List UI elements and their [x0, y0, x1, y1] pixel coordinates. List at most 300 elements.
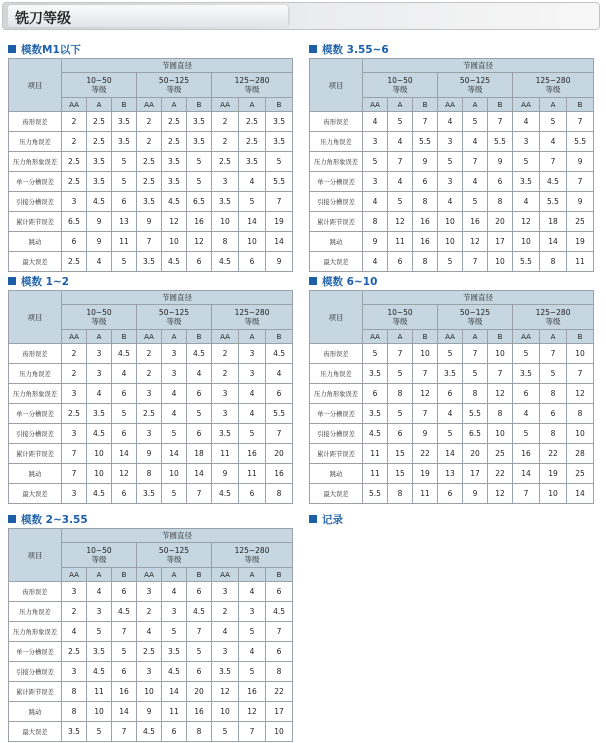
row-label: 压力角形象误差 [9, 622, 62, 642]
value-cell: 10 [567, 424, 594, 444]
value-cell: 14 [162, 682, 187, 702]
header-row-title [9, 291, 293, 305]
grade-header: B [266, 330, 293, 344]
value-cell: 4.5 [87, 192, 112, 212]
notes-title: 记录 [322, 513, 343, 526]
grade-header: A [540, 330, 567, 344]
value-cell: 7 [266, 192, 293, 212]
value-cell: 10 [162, 464, 187, 484]
value-cell: 10 [488, 252, 513, 272]
range-header [212, 305, 293, 330]
value-cell: 6 [266, 582, 293, 602]
value-cell: 19 [540, 464, 567, 484]
value-cell: 4.5 [112, 602, 137, 622]
value-cell: 9 [87, 232, 112, 252]
value-cell: 12 [162, 212, 187, 232]
value-cell: 2 [137, 132, 162, 152]
value-cell: 5 [463, 364, 488, 384]
table-row [9, 682, 293, 702]
grade-header: A [388, 330, 413, 344]
notes-heading [309, 510, 593, 528]
value-cell: 7 [187, 484, 212, 504]
value-cell: 6 [388, 252, 413, 272]
section-heading [8, 40, 292, 58]
range-header [513, 73, 594, 98]
row-label: 单一分槽误差 [310, 404, 363, 424]
row-label: 跳动 [9, 702, 62, 722]
value-cell: 6 [112, 582, 137, 602]
value-cell: 4.5 [137, 722, 162, 742]
table-row [310, 484, 594, 504]
pitch-diameter-header: 节圆直径 [62, 291, 293, 305]
value-cell: 4.5 [87, 484, 112, 504]
value-cell: 15 [388, 444, 413, 464]
value-cell: 5 [239, 622, 266, 642]
range-header [363, 305, 438, 330]
row-label: 跳动 [310, 232, 363, 252]
value-cell: 3.5 [137, 484, 162, 504]
value-cell: 13 [438, 464, 463, 484]
value-cell: 5 [438, 344, 463, 364]
table-row [9, 484, 293, 504]
range-header [137, 73, 212, 98]
row-label: 压力角误差 [9, 602, 62, 622]
grade-header: A [239, 330, 266, 344]
row-label: 齿形误差 [310, 344, 363, 364]
value-cell: 5 [438, 424, 463, 444]
value-cell: 4 [87, 582, 112, 602]
range-header [363, 73, 438, 98]
value-cell: 12 [513, 212, 540, 232]
value-cell: 16 [463, 212, 488, 232]
table-row [310, 112, 594, 132]
value-cell: 5 [112, 252, 137, 272]
value-cell: 5 [388, 192, 413, 212]
value-cell: 20 [463, 444, 488, 464]
value-cell: 2.5 [137, 404, 162, 424]
value-cell: 8 [540, 384, 567, 404]
value-cell: 3 [239, 364, 266, 384]
value-cell: 8 [463, 384, 488, 404]
grade-header: B [413, 98, 438, 112]
page-title: 铣刀等级 [15, 11, 71, 27]
value-cell: 6 [112, 384, 137, 404]
value-cell: 6 [266, 642, 293, 662]
value-cell: 5 [540, 112, 567, 132]
value-cell: 5 [438, 152, 463, 172]
range-header [438, 305, 513, 330]
grade-word: 等级 [166, 317, 182, 326]
value-cell: 3.5 [212, 192, 239, 212]
value-cell: 5 [162, 424, 187, 444]
value-cell: 9 [567, 192, 594, 212]
value-cell: 6 [112, 484, 137, 504]
grade-header: A [162, 330, 187, 344]
value-cell: 4 [266, 364, 293, 384]
value-cell: 10 [87, 444, 112, 464]
value-cell: 9 [87, 212, 112, 232]
row-label: 最大误差 [310, 252, 363, 272]
section-heading [309, 40, 593, 58]
row-label: 齿形误差 [310, 112, 363, 132]
value-cell: 4.5 [87, 662, 112, 682]
section-module-1-2 [8, 272, 292, 504]
value-cell: 3 [438, 132, 463, 152]
range-label: 10~50 [86, 76, 112, 85]
table-row [9, 602, 293, 622]
value-cell: 3.5 [513, 364, 540, 384]
value-cell: 5.5 [363, 484, 388, 504]
table-row [9, 722, 293, 742]
value-cell: 4 [438, 404, 463, 424]
section-title: 模数 2~3.55 [21, 513, 88, 526]
row-label: 累计距节误差 [9, 444, 62, 464]
value-cell: 3.5 [87, 404, 112, 424]
value-cell: 5 [513, 344, 540, 364]
value-cell: 10 [87, 702, 112, 722]
value-cell: 4 [463, 172, 488, 192]
value-cell: 14 [266, 232, 293, 252]
value-cell: 4 [62, 622, 87, 642]
value-cell: 6 [112, 192, 137, 212]
header-row-title [9, 59, 293, 73]
value-cell: 15 [388, 464, 413, 484]
value-cell: 10 [87, 464, 112, 484]
table-row [9, 192, 293, 212]
value-cell: 6 [187, 582, 212, 602]
value-cell: 5 [87, 722, 112, 742]
range-label: 125~280 [234, 308, 270, 317]
value-cell: 2.5 [239, 112, 266, 132]
table-row [310, 464, 594, 484]
grade-header: A [162, 568, 187, 582]
value-cell: 5 [540, 364, 567, 384]
value-cell: 11 [363, 464, 388, 484]
pitch-diameter-header: 节圆直径 [62, 529, 293, 543]
value-cell: 2.5 [239, 132, 266, 152]
value-cell: 4 [513, 112, 540, 132]
value-cell: 5 [212, 722, 239, 742]
value-cell: 2.5 [62, 404, 87, 424]
item-header: 项目 [310, 291, 363, 344]
value-cell: 9 [413, 152, 438, 172]
range-header [137, 543, 212, 568]
value-cell: 12 [239, 702, 266, 722]
value-cell: 8 [540, 252, 567, 272]
table-row [9, 622, 293, 642]
value-cell: 7 [513, 484, 540, 504]
grade-table [309, 290, 594, 504]
grade-header: AA [212, 98, 239, 112]
value-cell: 3.5 [87, 642, 112, 662]
grade-word: 等级 [392, 85, 408, 94]
value-cell: 6 [540, 404, 567, 424]
value-cell: 7 [388, 344, 413, 364]
value-cell: 3.5 [212, 662, 239, 682]
value-cell: 4 [239, 172, 266, 192]
section-title: 模数 3.55~6 [322, 43, 389, 56]
range-header [62, 543, 137, 568]
value-cell: 2.5 [162, 112, 187, 132]
grade-header: B [187, 568, 212, 582]
grade-table [8, 58, 293, 272]
grade-header: B [112, 330, 137, 344]
value-cell: 3 [239, 602, 266, 622]
value-cell: 3 [212, 582, 239, 602]
value-cell: 8 [363, 212, 388, 232]
value-cell: 8 [413, 192, 438, 212]
value-cell: 7 [266, 622, 293, 642]
grade-table [8, 290, 293, 504]
value-cell: 4 [513, 404, 540, 424]
value-cell: 5.5 [488, 132, 513, 152]
grade-header: A [87, 98, 112, 112]
value-cell: 16 [266, 464, 293, 484]
grade-header: B [488, 98, 513, 112]
value-cell: 4 [162, 384, 187, 404]
value-cell: 18 [540, 212, 567, 232]
value-cell: 16 [413, 232, 438, 252]
grade-header: A [463, 98, 488, 112]
value-cell: 5.5 [266, 172, 293, 192]
value-cell: 2 [62, 602, 87, 622]
value-cell: 5 [112, 642, 137, 662]
value-cell: 5 [463, 192, 488, 212]
grade-word: 等级 [91, 555, 107, 564]
row-label: 引接分槽误差 [9, 192, 62, 212]
row-label: 最大误差 [310, 484, 363, 504]
value-cell: 5 [388, 364, 413, 384]
row-label: 累计距节误差 [310, 444, 363, 464]
grade-word: 等级 [545, 85, 561, 94]
value-cell: 20 [266, 444, 293, 464]
value-cell: 3.5 [363, 364, 388, 384]
value-cell: 14 [187, 464, 212, 484]
square-bullet-icon [309, 277, 317, 285]
value-cell: 7 [463, 152, 488, 172]
grade-header: B [488, 330, 513, 344]
value-cell: 14 [540, 232, 567, 252]
header-row-title [310, 59, 594, 73]
value-cell: 8 [388, 484, 413, 504]
section-module-2-3-55 [8, 510, 292, 742]
value-cell: 3 [62, 192, 87, 212]
row-label: 引接分槽误差 [310, 424, 363, 444]
row-label: 累计距节误差 [9, 682, 62, 702]
value-cell: 4.5 [112, 344, 137, 364]
value-cell: 7 [137, 232, 162, 252]
value-cell: 10 [266, 722, 293, 742]
value-cell: 3.5 [513, 172, 540, 192]
range-label: 50~125 [459, 76, 491, 85]
value-cell: 9 [137, 444, 162, 464]
item-header: 项目 [9, 59, 62, 112]
grade-word: 等级 [91, 85, 107, 94]
grade-header: B [413, 330, 438, 344]
grade-header: AA [137, 568, 162, 582]
value-cell: 19 [266, 212, 293, 232]
value-cell: 6 [266, 384, 293, 404]
value-cell: 7 [112, 722, 137, 742]
value-cell: 3.5 [112, 112, 137, 132]
value-cell: 9 [137, 212, 162, 232]
value-cell: 3.5 [137, 192, 162, 212]
value-cell: 7 [488, 364, 513, 384]
value-cell: 2.5 [137, 172, 162, 192]
value-cell: 3.5 [162, 642, 187, 662]
row-label: 引接分槽误差 [9, 424, 62, 444]
value-cell: 2.5 [212, 152, 239, 172]
value-cell: 4.5 [162, 662, 187, 682]
grade-header: AA [62, 330, 87, 344]
value-cell: 3 [62, 384, 87, 404]
table-row [9, 582, 293, 602]
value-cell: 7 [567, 172, 594, 192]
table-row [310, 404, 594, 424]
value-cell: 2 [212, 344, 239, 364]
value-cell: 6 [363, 384, 388, 404]
row-label: 单一分槽误差 [9, 172, 62, 192]
value-cell: 7 [62, 464, 87, 484]
value-cell: 4 [112, 364, 137, 384]
row-label: 单一分槽误差 [9, 404, 62, 424]
value-cell: 5 [162, 484, 187, 504]
value-cell: 25 [567, 464, 594, 484]
value-cell: 22 [266, 682, 293, 702]
value-cell: 11 [212, 444, 239, 464]
value-cell: 6 [187, 662, 212, 682]
value-cell: 16 [239, 682, 266, 702]
section-title: 模数M1以下 [21, 43, 81, 56]
value-cell: 4 [162, 404, 187, 424]
row-label: 单一分槽误差 [310, 172, 363, 192]
value-cell: 6 [162, 722, 187, 742]
value-cell: 4.5 [266, 602, 293, 622]
table-row [9, 702, 293, 722]
value-cell: 3 [212, 404, 239, 424]
section-notes [309, 510, 593, 528]
value-cell: 8 [388, 384, 413, 404]
row-label: 累计距节误差 [310, 212, 363, 232]
table-row [310, 232, 594, 252]
value-cell: 6 [112, 662, 137, 682]
grade-word: 等级 [467, 317, 483, 326]
value-cell: 4.5 [212, 252, 239, 272]
table-row [310, 152, 594, 172]
grade-header: B [187, 98, 212, 112]
value-cell: 11 [388, 232, 413, 252]
value-cell: 4 [239, 642, 266, 662]
value-cell: 3 [438, 172, 463, 192]
value-cell: 10 [567, 344, 594, 364]
grade-header: AA [62, 568, 87, 582]
value-cell: 19 [413, 464, 438, 484]
value-cell: 2 [62, 364, 87, 384]
value-cell: 7 [413, 364, 438, 384]
value-cell: 4 [513, 192, 540, 212]
header-row-title [310, 291, 594, 305]
value-cell: 4 [363, 192, 388, 212]
value-cell: 6 [413, 172, 438, 192]
value-cell: 9 [488, 152, 513, 172]
value-cell: 14 [239, 212, 266, 232]
value-cell: 7 [112, 622, 137, 642]
value-cell: 19 [567, 232, 594, 252]
value-cell: 5 [463, 112, 488, 132]
value-cell: 2.5 [62, 172, 87, 192]
value-cell: 3.5 [87, 172, 112, 192]
grade-word: 等级 [166, 85, 182, 94]
table-row [310, 384, 594, 404]
row-label: 压力角误差 [310, 364, 363, 384]
value-cell: 3 [363, 172, 388, 192]
value-cell: 3.5 [212, 424, 239, 444]
title-bar [2, 2, 600, 30]
table-row [9, 444, 293, 464]
range-label: 50~125 [158, 546, 190, 555]
value-cell: 6 [388, 424, 413, 444]
value-cell: 8 [212, 232, 239, 252]
table-row [310, 172, 594, 192]
value-cell: 18 [187, 444, 212, 464]
value-cell: 7 [413, 112, 438, 132]
value-cell: 3.5 [438, 364, 463, 384]
grade-header: A [239, 98, 266, 112]
value-cell: 22 [540, 444, 567, 464]
range-label: 125~280 [535, 76, 571, 85]
table-row [310, 364, 594, 384]
value-cell: 5 [239, 662, 266, 682]
value-cell: 3 [162, 344, 187, 364]
value-cell: 2 [137, 344, 162, 364]
value-cell: 5 [162, 622, 187, 642]
value-cell: 4.5 [212, 484, 239, 504]
value-cell: 12 [388, 212, 413, 232]
row-label: 引接分槽误差 [9, 662, 62, 682]
value-cell: 14 [567, 484, 594, 504]
value-cell: 5 [112, 152, 137, 172]
range-label: 10~50 [86, 546, 112, 555]
value-cell: 7 [463, 252, 488, 272]
header-row-title [9, 529, 293, 543]
value-cell: 10 [137, 682, 162, 702]
grade-header: AA [62, 98, 87, 112]
range-header [212, 543, 293, 568]
item-header: 项目 [310, 59, 363, 112]
row-label: 跳动 [9, 464, 62, 484]
range-label: 125~280 [535, 308, 571, 317]
table-row [9, 112, 293, 132]
square-bullet-icon [8, 45, 16, 53]
grade-header: B [567, 98, 594, 112]
value-cell: 3 [62, 582, 87, 602]
value-cell: 5.5 [266, 404, 293, 424]
value-cell: 7 [567, 112, 594, 132]
value-cell: 5 [266, 152, 293, 172]
value-cell: 5.5 [567, 132, 594, 152]
value-cell: 6 [187, 384, 212, 404]
value-cell: 12 [212, 682, 239, 702]
row-label: 压力角形象误差 [310, 384, 363, 404]
table-row [310, 212, 594, 232]
table-row [310, 132, 594, 152]
value-cell: 20 [488, 212, 513, 232]
section-heading [8, 272, 292, 290]
value-cell: 3.5 [266, 132, 293, 152]
value-cell: 17 [266, 702, 293, 722]
pitch-diameter-header: 节圆直径 [363, 59, 594, 73]
value-cell: 4.5 [363, 424, 388, 444]
